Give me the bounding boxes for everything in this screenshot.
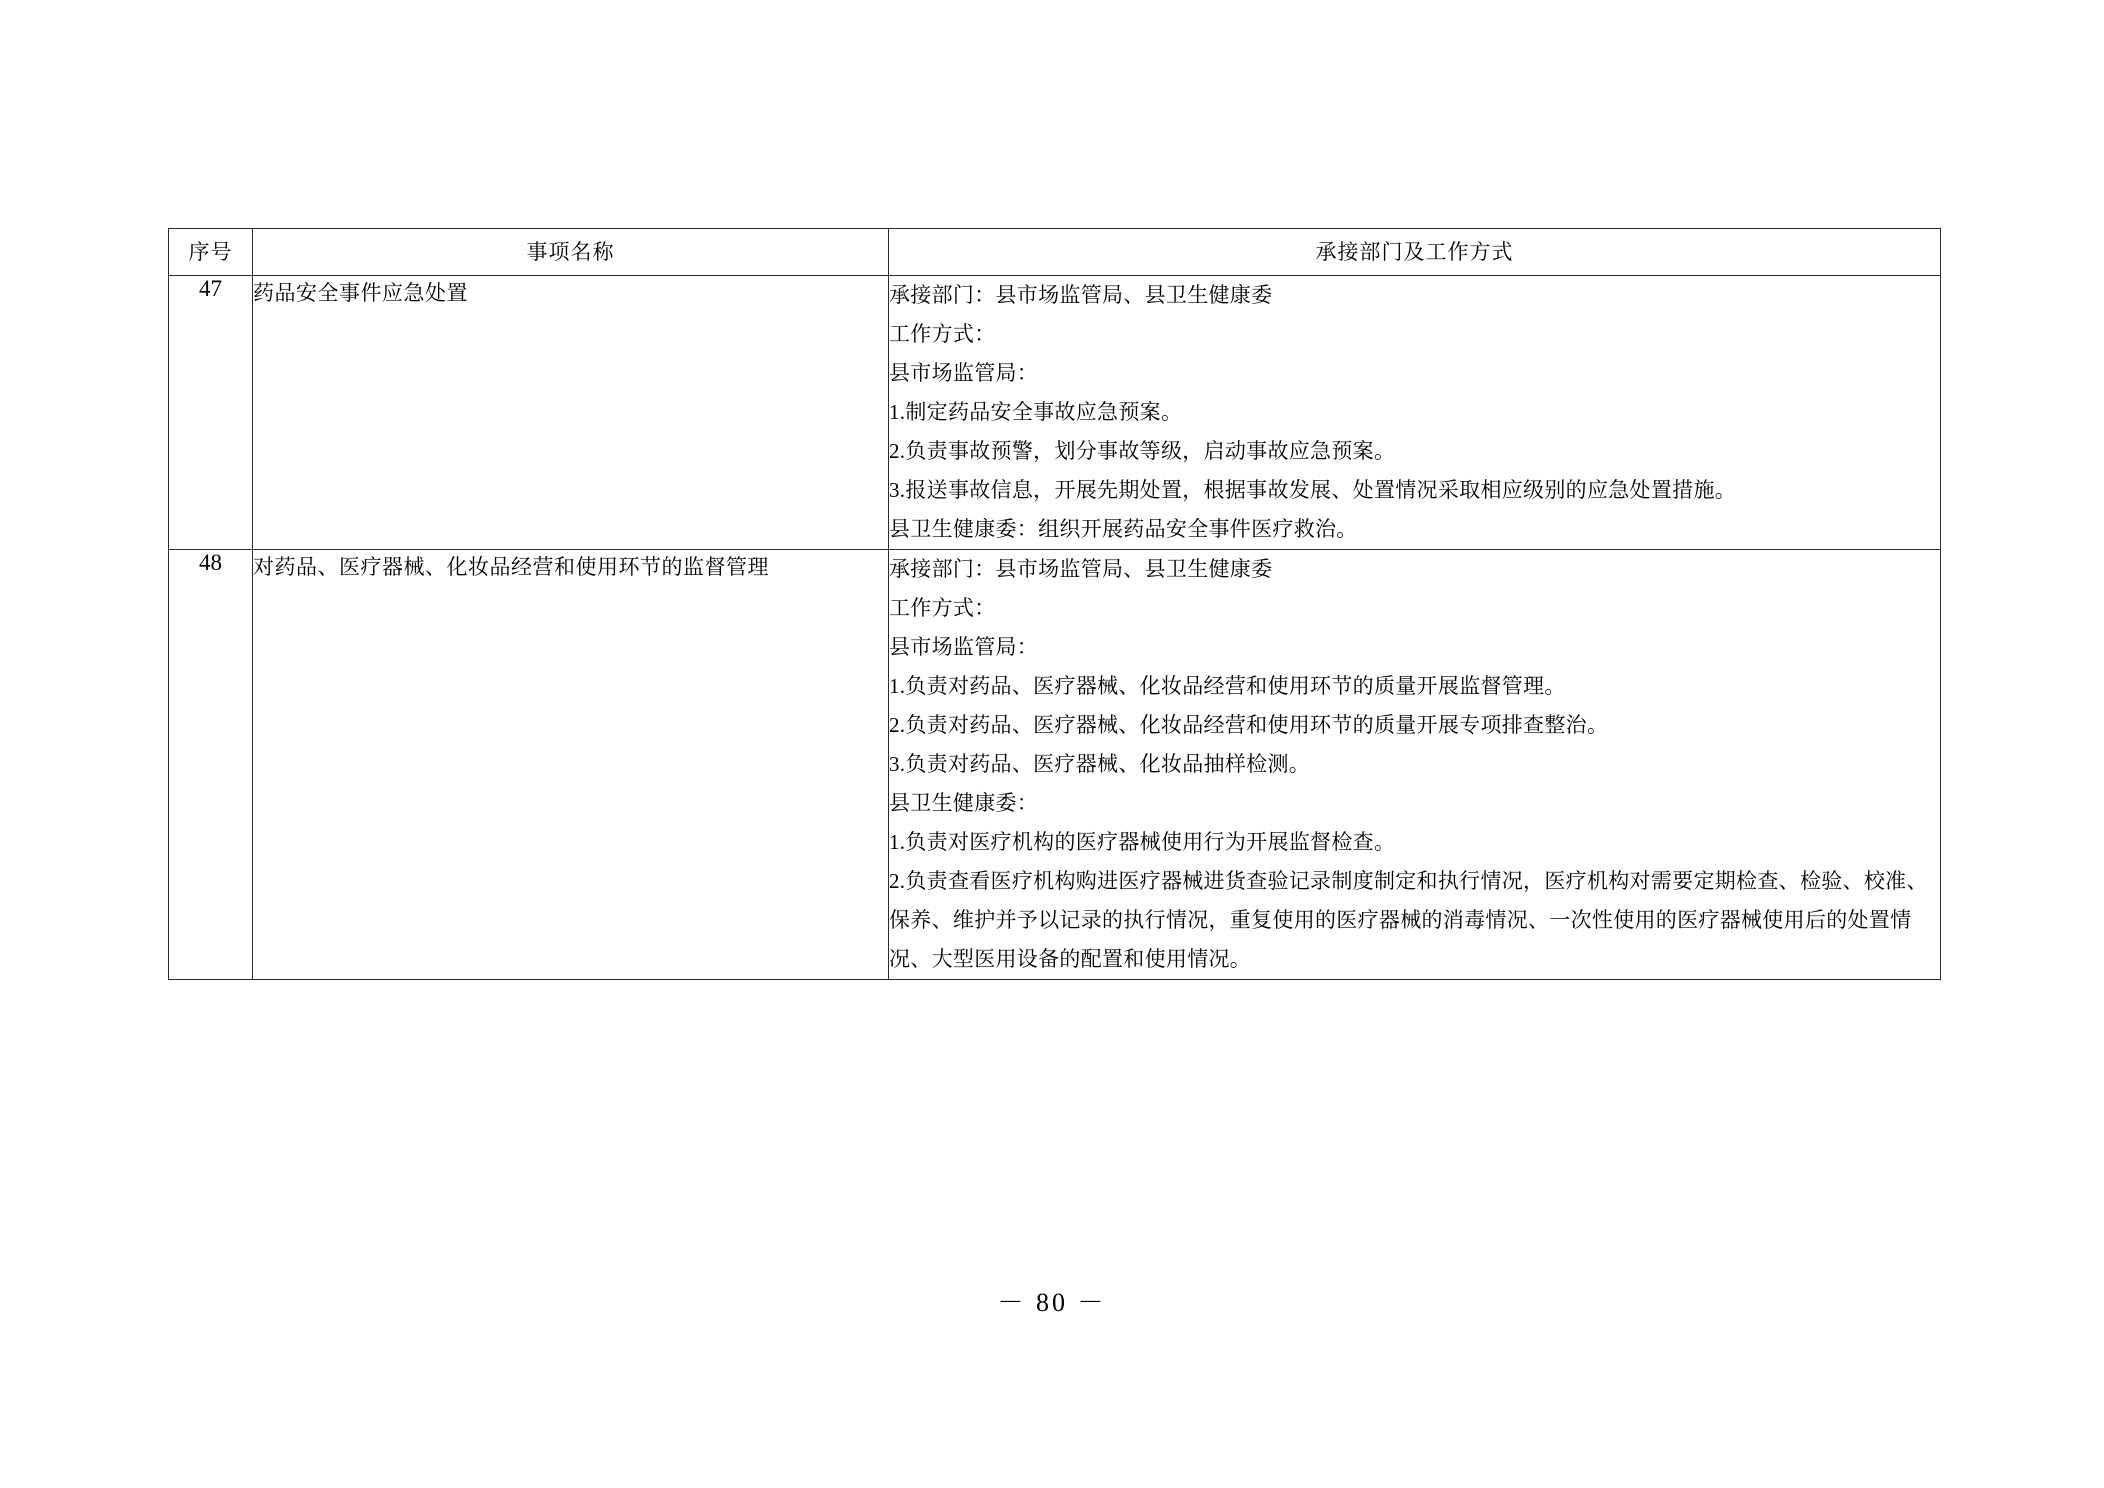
- page-number: － 80 －: [997, 1288, 1107, 1317]
- dept-line: 承接部门：县市场监管局、县卫生健康委: [889, 557, 1273, 581]
- row-item-name: 对药品、医疗器械、化妆品经营和使用环节的监督管理: [253, 550, 889, 980]
- dept-line: 县卫生健康委：组织开展药品安全事件医疗救治。: [889, 517, 1358, 541]
- dept-line: 2.负责事故预警，划分事故等级，启动事故应急预案。: [889, 439, 1396, 463]
- dept-line: 工作方式：: [889, 596, 996, 620]
- dept-line: 1.负责对医疗机构的医疗器械使用行为开展监督检查。: [889, 830, 1396, 854]
- dept-line: 县市场监管局：: [889, 361, 1039, 385]
- dept-line: 县卫生健康委：: [889, 791, 1039, 815]
- table-header-row: [169, 229, 1941, 276]
- table-row: [169, 276, 1941, 550]
- dept-line: 工作方式：: [889, 322, 996, 346]
- row-number: 48: [169, 550, 253, 980]
- dept-line: 承接部门：县市场监管局、县卫生健康委: [889, 283, 1273, 307]
- dept-line: 2.负责对药品、医疗器械、化妆品经营和使用环节的质量开展专项排查整治。: [889, 713, 1609, 737]
- dept-line: 2.负责查看医疗机构购进医疗器械进货查验记录制度制定和执行情况，医疗机构对需要定期检查、检验、校准、保养、维护并予以记录的执行情况，重复使用的医疗器械的消毒情况、一次性使用的医疗器械使用后的处置情况、大型医用设备的配置和使用情况。: [889, 869, 1928, 971]
- column-header-department-and-method: 承接部门及工作方式: [889, 229, 1941, 276]
- row-number: 47: [169, 276, 253, 550]
- dept-line: 县市场监管局：: [889, 635, 1039, 659]
- row-department-method: [889, 550, 1941, 980]
- dept-line: 1.制定药品安全事故应急预案。: [889, 400, 1183, 424]
- dept-line: 3.报送事故信息，开展先期处置，根据事故发展、处置情况采取相应级别的应急处置措施。: [889, 478, 1737, 502]
- responsibilities-table: [168, 228, 1941, 980]
- column-header-no: 序号: [169, 229, 253, 276]
- row-item-name: 药品安全事件应急处置: [253, 276, 889, 550]
- dept-line: 1.负责对药品、医疗器械、化妆品经营和使用环节的质量开展监督管理。: [889, 674, 1566, 698]
- column-header-item-name: 事项名称: [253, 229, 889, 276]
- table-row: [169, 550, 1941, 980]
- row-department-method: [889, 276, 1941, 550]
- dept-line: 3.负责对药品、医疗器械、化妆品抽样检测。: [889, 752, 1311, 776]
